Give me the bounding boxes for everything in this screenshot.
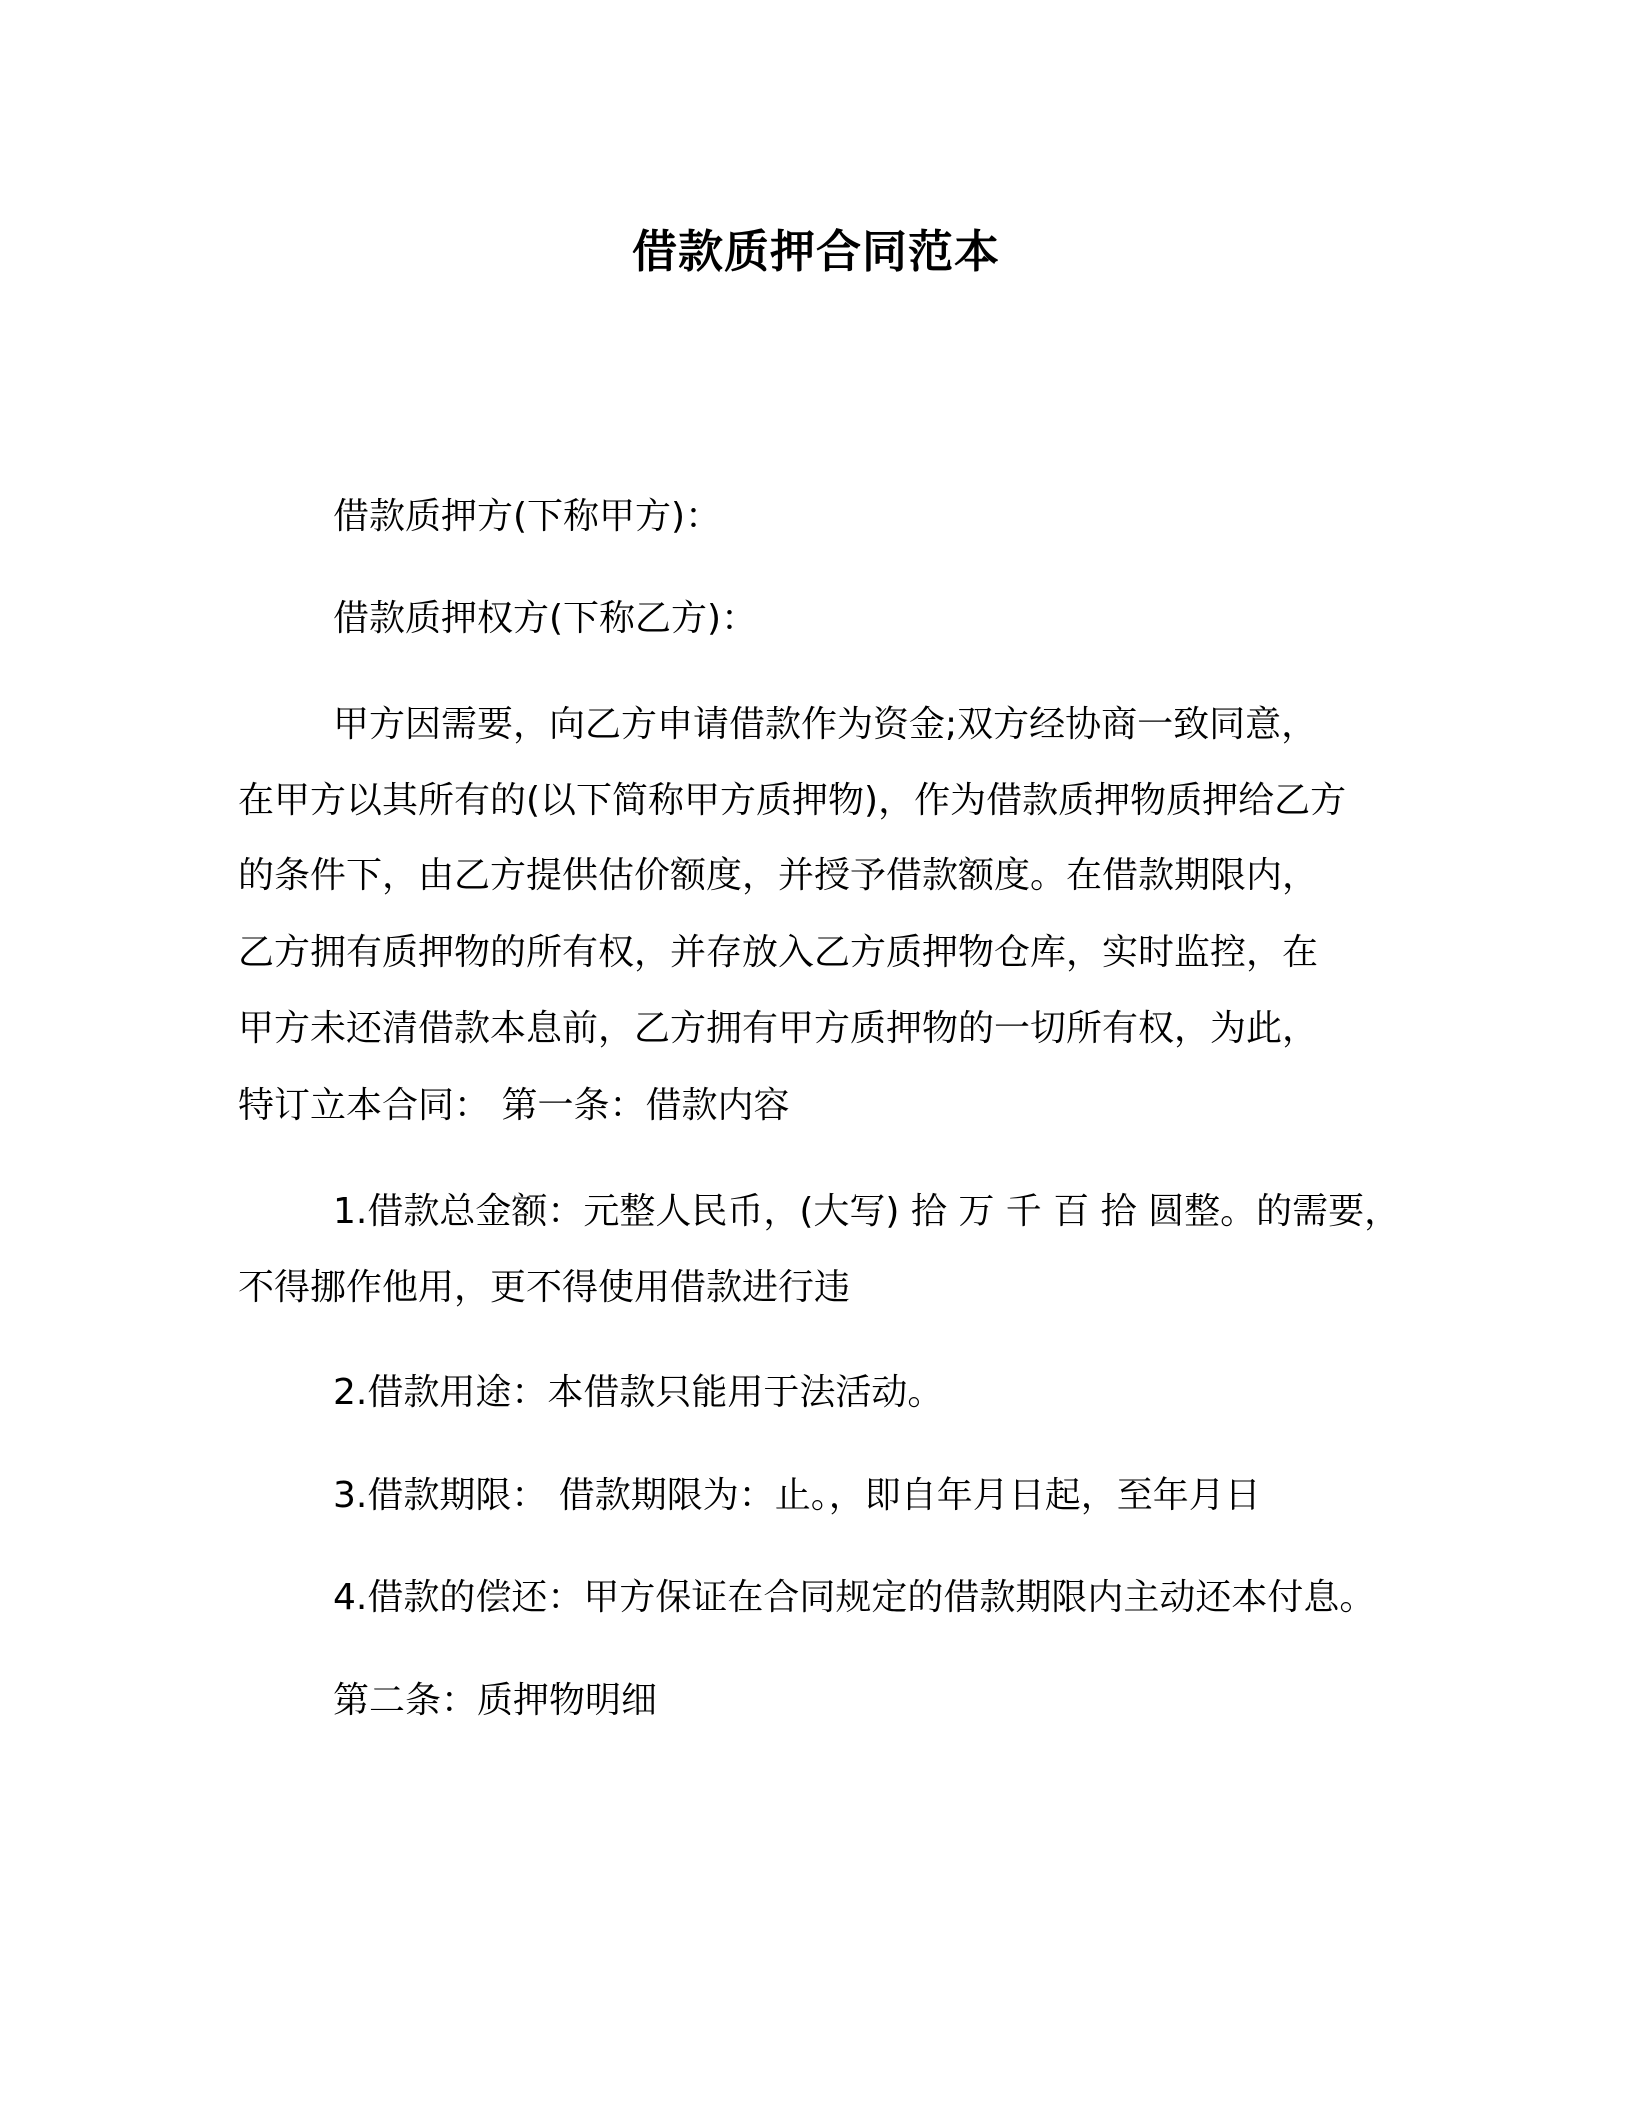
clause-2-line: 2.借款用途：本借款只能用于法活动。	[333, 1372, 944, 1413]
preamble-line-5: 甲方未还清借款本息前，乙方拥有甲方质押物的一切所有权，为此，	[238, 1008, 1319, 1049]
article-2-heading: 第二条：质押物明细	[333, 1680, 658, 1721]
preamble-line-2: 在甲方以其所有的(以下简称甲方质押物)，作为借款质押物质押给乙方	[238, 780, 1347, 821]
party-b-line: 借款质押权方(下称乙方)：	[333, 598, 758, 639]
clause-4-line: 4.借款的偿还：甲方保证在合同规定的借款期限内主动还本付息。	[333, 1577, 1376, 1618]
party-a-line: 借款质押方(下称甲方)：	[333, 496, 722, 537]
document-title: 借款质押合同范本	[631, 225, 1000, 278]
clause-3-line: 3.借款期限： 借款期限为：止。，即自年月日起，至年月日	[333, 1475, 1261, 1516]
clause-1-line-1: 1.借款总金额：元整人民币，(大写) 拾 万 千 百 拾 圆整。的需要，	[333, 1191, 1401, 1232]
preamble-line-3: 的条件下，由乙方提供估价额度，并授予借款额度。在借款期限内，	[238, 855, 1319, 896]
clause-1-line-2: 不得挪作他用，更不得使用借款进行违	[238, 1267, 851, 1308]
preamble-line-1: 甲方因需要，向乙方申请借款作为资金;双方经协商一致同意，	[333, 704, 1318, 745]
preamble-line-6: 特订立本合同： 第一条：借款内容	[238, 1085, 790, 1126]
preamble-line-4: 乙方拥有质押物的所有权，并存放入乙方质押物仓库，实时监控，在	[238, 932, 1319, 973]
